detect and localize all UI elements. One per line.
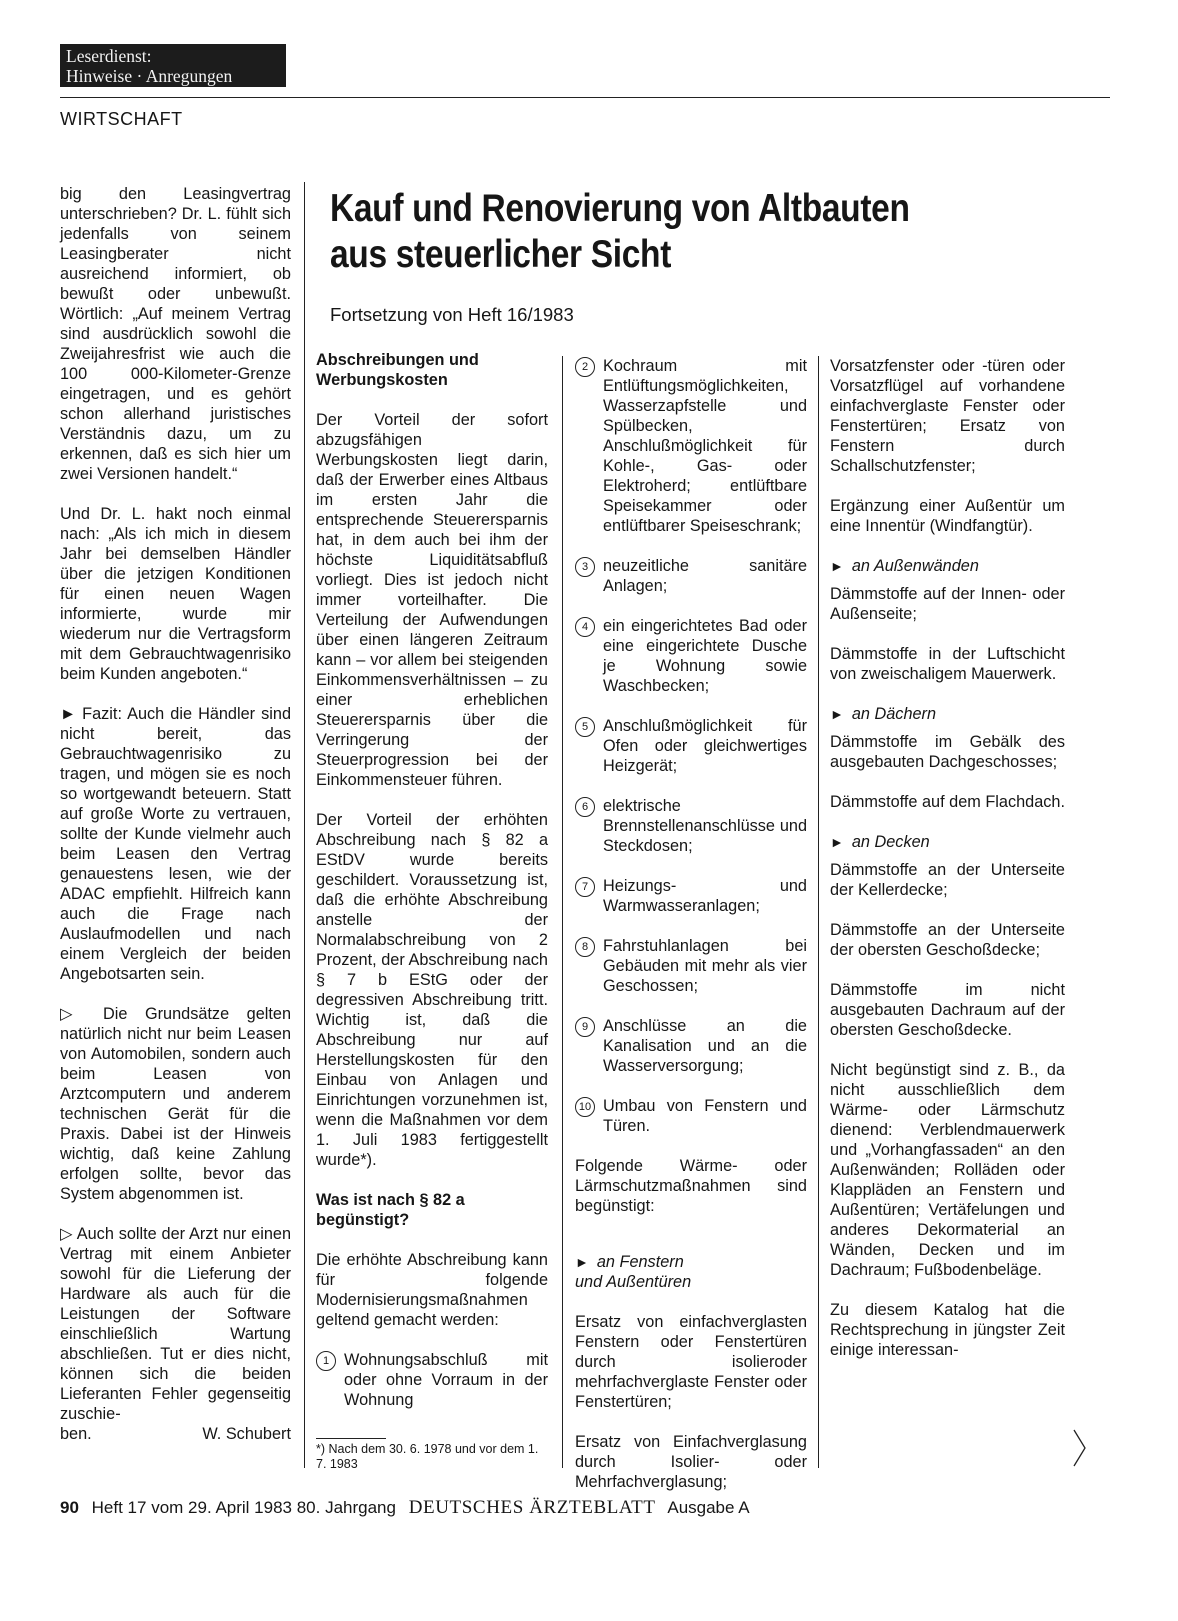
list-item bbox=[575, 876, 807, 916]
paragraph: Dämmstoffe an der Unterseite der obersten Geschoßdecke; bbox=[830, 921, 1065, 959]
paragraph: Dämmstoffe im Gebälk des ausgebauten Dachgeschosses; bbox=[830, 733, 1065, 771]
paragraph: ▷ Auch sollte der Arzt nur einen Vertrag mit einem Anbieter sowohl für die Lieferung der Hardware als auch für die Leistungen der Software einschließlich Wartung abschließen. Tut er dies nicht, können sich die beiden Lieferanten Fehler gegenseitig zuschie- bbox=[60, 1225, 291, 1423]
paragraph: Ergänzung einer Außentür um eine Innentür (Windfangtür). bbox=[830, 497, 1065, 535]
paragraph: Der Vorteil der erhöhten Abschreibung nach § 82 a EStDV wurde bereits geschildert. Voraussetzung ist, daß die erhöhte Abschreibung anstelle der Normalabschreibung von 2 Prozent, der Abschreibung nach § 7 b EStG oder der degressiven Abschreibung tritt. Wichtig ist, daß die Abschreibung nur auf Herstellungskosten für den Einbau von Anlagen und Einrichtungen vorzunehmen ist, wenn die Maßnahmen vor dem 1. Juli 1983 fertiggestellt wurde*). bbox=[316, 811, 548, 1169]
signature-line bbox=[60, 1424, 291, 1444]
paragraph: Dämmstoffe im nicht ausgebauten Dachraum auf der obersten Geschoßdecke. bbox=[830, 981, 1065, 1039]
category-label: an Decken bbox=[851, 833, 930, 851]
number-circle: 1 bbox=[316, 1351, 336, 1371]
leserdienst-tag bbox=[60, 44, 286, 87]
triangle-bullet-icon: ► bbox=[830, 706, 844, 722]
number-circle: 2 bbox=[575, 357, 595, 377]
triangle-bullet-icon: ► bbox=[830, 558, 844, 574]
category-bullet bbox=[830, 832, 1065, 852]
number-circle: 9 bbox=[575, 1017, 595, 1037]
modernization-list bbox=[575, 356, 807, 1136]
column-3 bbox=[575, 356, 807, 1512]
paragraph: Vorsatzfenster oder -türen oder Vorsatzflügel auf vorhandene einfachverglaste Fenster oder Fenstertüren; Ersatz von Fenstern durch Schallschutzfenster; bbox=[830, 357, 1065, 475]
list-item bbox=[575, 1016, 807, 1076]
list-item-text: neuzeitliche sanitäre Anlagen; bbox=[603, 557, 807, 595]
paragraph: Dämmstoffe auf der Innen- oder Außenseite; bbox=[830, 585, 1065, 623]
category-bullet bbox=[830, 704, 1065, 724]
edition: Ausgabe A bbox=[667, 1498, 750, 1517]
paragraph: ► Fazit: Auch die Händler sind nicht bereit, das Gebrauchtwagenrisiko zu tragen, und mögen sie es noch so wortgewandt beteuern. Statt auf große Worte zu vertrauen, sollte der Kunde vielmehr auch beim Leasen den Vertrag genauestens lesen, wie der ADAC empfiehlt. Hilfreich kann auch die Frage nach Auslaufmodellen und nach einem Vergleich der beiden Angebotsarten sein. bbox=[60, 705, 291, 983]
category-label: an Außenwänden bbox=[851, 557, 979, 575]
tag-line-2: Hinweise · Anregungen bbox=[66, 66, 233, 86]
triangle-bullet-icon: ► bbox=[575, 1254, 589, 1270]
list-item bbox=[575, 716, 807, 776]
subheading: Was ist nach § 82 a begünstigt? bbox=[316, 1191, 465, 1229]
title-line-1: Kauf und Renovierung von Altbauten bbox=[330, 187, 910, 230]
number-circle: 7 bbox=[575, 877, 595, 897]
list-item bbox=[575, 936, 807, 996]
paragraph: Ersatz von Einfachverglasung durch Isolier- oder Mehrfachverglasung; bbox=[575, 1433, 807, 1491]
column-divider bbox=[304, 182, 305, 1468]
column-4 bbox=[830, 356, 1065, 1380]
number-circle: 6 bbox=[575, 797, 595, 817]
list-item bbox=[575, 616, 807, 696]
column-divider bbox=[818, 356, 819, 1468]
list-item bbox=[575, 556, 807, 596]
section-label: WIRTSCHAFT bbox=[60, 109, 183, 129]
column-2 bbox=[316, 350, 548, 1430]
column-divider bbox=[562, 356, 563, 1468]
list-item bbox=[575, 356, 807, 536]
list-item-text: elektrische Brennstellenanschlüsse und Steckdosen; bbox=[603, 797, 807, 855]
list-item-text: Heizungs- und Warmwasseranlagen; bbox=[603, 877, 807, 915]
paragraph: Zu diesem Katalog hat die Rechtsprechung in jüngster Zeit einige interessan- bbox=[830, 1301, 1065, 1359]
list-item-text: Umbau von Fenstern und Türen. bbox=[603, 1097, 807, 1135]
paragraph: Folgende Wärme- oder Lärmschutzmaßnahmen sind begünstigt: bbox=[575, 1157, 807, 1215]
paragraph: Ersatz von einfachverglasten Fenstern oder Fenstertüren durch isolieroder mehrfachverglaste Fenster oder Fenstertüren; bbox=[575, 1313, 807, 1411]
list-item-text: Fahrstuhlanlagen bei Gebäuden mit mehr als vier Geschossen; bbox=[603, 937, 807, 995]
article-title bbox=[330, 186, 984, 278]
number-circle: 3 bbox=[575, 557, 595, 577]
list-item-text: Wohnungsabschluß mit oder ohne Vorraum in der Wohnung bbox=[344, 1351, 548, 1409]
paragraph: Dämmstoffe auf dem Flachdach. bbox=[830, 793, 1065, 811]
list-item-text: Anschlußmöglichkeit für Ofen oder gleichwertiges Heizgerät; bbox=[603, 717, 807, 775]
subheading: Abschreibungen und Werbungskosten bbox=[316, 351, 479, 389]
continue-arrow-icon bbox=[1072, 1428, 1088, 1468]
paragraph: Dämmstoffe an der Unterseite der Kellerdecke; bbox=[830, 861, 1065, 899]
paragraph: Der Vorteil der sofort abzugsfähigen Werbungskosten liegt darin, daß der Erwerber eines Altbaus im ersten Jahr die entsprechende Steuerersparnis hat, in dem auch bei ihm der höchste Liquiditätsabfluß vorliegt. Dies ist jedoch nicht immer vorteilhafter. Die Verteilung der Aufwendungen über einen längeren Zeitraum kann – vor allem bei steigenden Einkommensverhältnissen – zu einer erheblichen Steuerersparnis über die Verringerung der Steuerprogression bei der Einkommensteuer führen. bbox=[316, 411, 548, 789]
author: W. Schubert bbox=[202, 1425, 291, 1443]
footnote-rule bbox=[316, 1438, 386, 1439]
triangle-bullet-icon: ► bbox=[830, 834, 844, 850]
paragraph: Und Dr. L. hakt noch einmal nach: „Als ich mich in diesem Jahr bei demselben Händler über die jetzigen Konditionen für einen neuen Wagen informierte, wurde mir wiederum nur die Vertragsform mit dem Gebrauchtwagenrisiko beim Kunden angeboten.“ bbox=[60, 505, 291, 683]
category-label: an Dächern bbox=[851, 705, 937, 723]
paragraph: Dämmstoffe in der Luftschicht von zweischaligem Mauerwerk. bbox=[830, 645, 1065, 683]
number-circle: 4 bbox=[575, 617, 595, 637]
magazine-name: DEUTSCHES ÄRZTEBLATT bbox=[408, 1497, 656, 1518]
article-subtitle: Fortsetzung von Heft 16/1983 bbox=[330, 304, 574, 325]
list-item bbox=[575, 1096, 807, 1136]
paragraph: ▷ Die Grundsätze gelten natürlich nicht nur beim Leasen von Automobilen, sondern auch beim Leasen von Arztcomputern und anderem technischen Gerät für die Praxis. Dabei ist der Hinweis wichtig, daß keine Zahlung erfolgen sollte, bevor das System abgenommen ist. bbox=[60, 1005, 291, 1203]
list-item bbox=[316, 1350, 548, 1410]
column-1 bbox=[60, 184, 291, 1444]
title-line-2: aus steuerlicher Sicht bbox=[330, 233, 672, 276]
paragraph: Die erhöhte Abschreibung kann für folgende Modernisierungsmaßnahmen geltend gemacht werden: bbox=[316, 1251, 548, 1329]
category-label: an Fenstern bbox=[596, 1253, 684, 1271]
list-item-text: ein eingerichtetes Bad oder eine eingerichtete Dusche je Wohnung sowie Waschbecken; bbox=[603, 617, 807, 695]
paragraph: Nicht begünstigt sind z. B., da nicht ausschließlich dem Wärme- oder Lärmschutz dienend: Verblendmauerwerk und „Vorhangfassaden“ an den Außenwänden; Rolläden oder Klappläden an Fenstern und Außentüren; Vertäfelungen und anderes Dekormaterial an Wänden, Decken und im Dachraum; Fußbodenbeläge. bbox=[830, 1061, 1065, 1279]
number-circle: 5 bbox=[575, 717, 595, 737]
footnote: *) Nach dem 30. 6. 1978 und vor dem 1. 7. 1983 bbox=[316, 1442, 539, 1471]
list-item-text: Anschlüsse an die Kanalisation und an die Wasserversorgung; bbox=[603, 1017, 807, 1075]
tag-line-1: Leserdienst: bbox=[66, 46, 152, 66]
number-circle: 8 bbox=[575, 937, 595, 957]
list-item bbox=[575, 796, 807, 856]
paragraph: big den Leasingvertrag unterschrieben? Dr. L. fühlt sich jedenfalls von seinem Leasingberater nicht ausreichend informiert, ob bewußt oder unbewußt. Wörtlich: „Auf meinem Vertrag sind ausdrücklich sowohl die Zweijahresfrist wie auch die 100 000-Kilometer-Grenze eingetragen, und es gehört schon allerhand juristisches Verständnis dazu, um zu erkennen, daß es sich hier um zwei Versionen handelt.“ bbox=[60, 185, 291, 483]
last-word: ben. bbox=[60, 1425, 92, 1443]
page-number: 90 bbox=[60, 1498, 79, 1517]
page-footer bbox=[60, 1497, 750, 1519]
issue-info: Heft 17 vom 29. April 1983 80. Jahrgang bbox=[91, 1498, 396, 1517]
category-label: und Außentüren bbox=[575, 1273, 692, 1291]
category-bullet bbox=[830, 556, 1065, 576]
header-rule bbox=[60, 97, 1110, 98]
number-circle: 10 bbox=[575, 1097, 595, 1117]
list-item-text: Kochraum mit Entlüftungsmöglichkeiten, Wasserzapfstelle und Spülbecken, Anschlußmöglichkeit für Kohle-, Gas- oder Elektroherd; entlüftbare Speisekammer oder entlüftbarer Speiseschrank; bbox=[603, 357, 807, 535]
category-bullet bbox=[575, 1252, 807, 1292]
